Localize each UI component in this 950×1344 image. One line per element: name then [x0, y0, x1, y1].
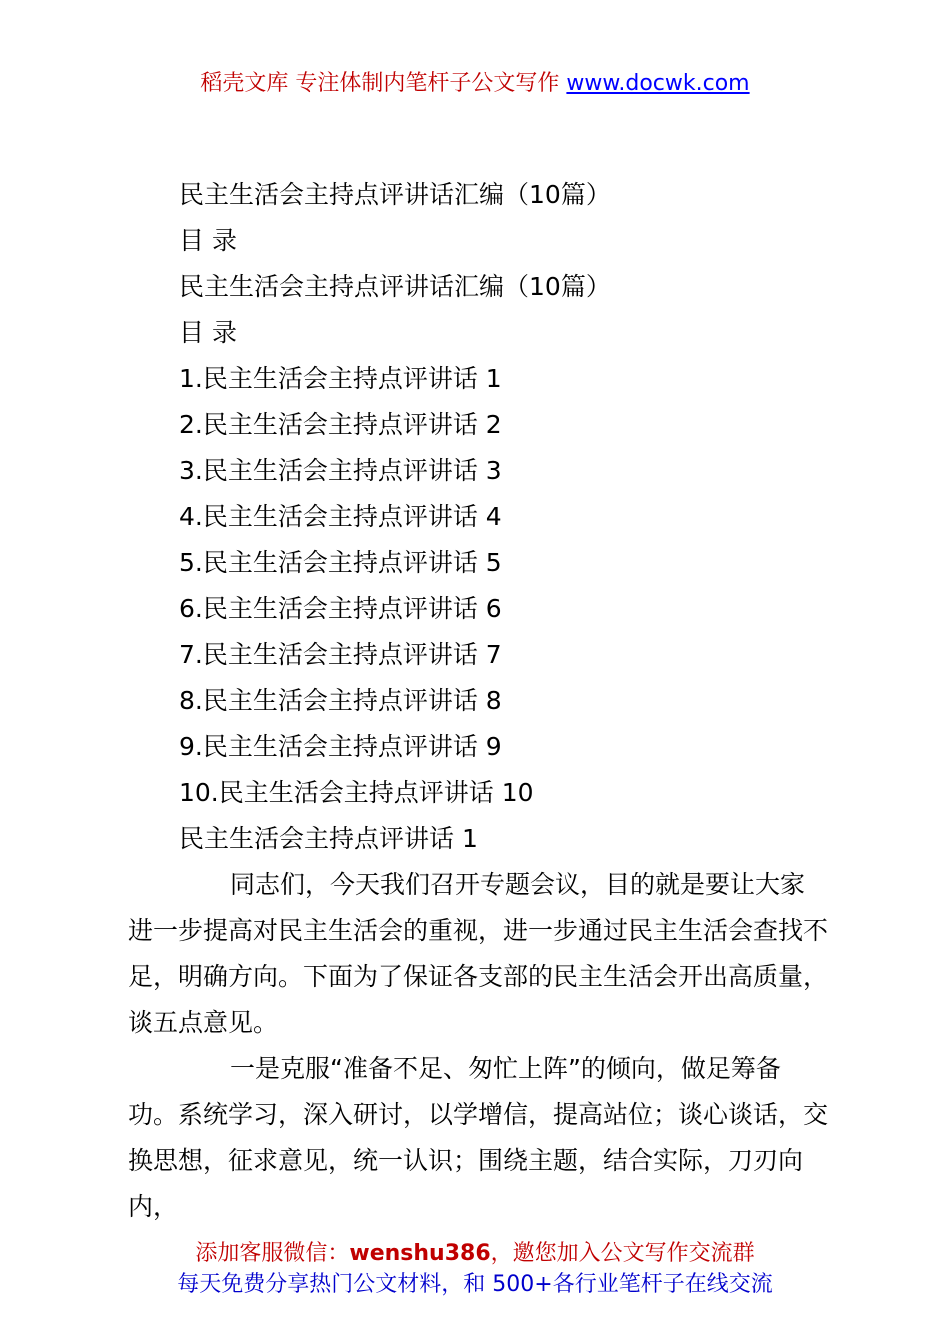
- page-header: [0, 68, 950, 100]
- toc-item[interactable]: 10.民主生活会主持点评讲话 10: [179, 778, 534, 807]
- section-heading: 民主生活会主持点评讲话 1: [179, 824, 478, 853]
- brand-text: 稻壳文库 专注体制内笔杆子公文写作: [200, 71, 567, 96]
- document-title-repeat: 民主生活会主持点评讲话汇编（10篇）: [179, 272, 611, 301]
- table-of-contents: [128, 356, 828, 816]
- footer-promo-line: 每天免费分享热门公文材料，和 500+各行业笔杆子在线交流: [177, 1272, 773, 1297]
- toc-item[interactable]: 8.民主生活会主持点评讲话 8: [179, 686, 502, 715]
- page-footer: [0, 1238, 950, 1300]
- footer-contact-line: [0, 1238, 950, 1269]
- document-body: [128, 172, 828, 1230]
- toc-item[interactable]: 3.民主生活会主持点评讲话 3: [179, 456, 502, 485]
- toc-item[interactable]: 9.民主生活会主持点评讲话 9: [179, 732, 502, 761]
- toc-item[interactable]: 6.民主生活会主持点评讲话 6: [179, 594, 502, 623]
- toc-heading-repeat: 目 录: [179, 318, 237, 347]
- toc-heading: 目 录: [179, 226, 237, 255]
- footer-contact-suffix: ，邀您加入公文写作交流群: [490, 1241, 755, 1266]
- site-link[interactable]: www.docwk.com: [566, 71, 750, 96]
- wechat-id: wenshu386: [349, 1241, 491, 1266]
- document-title: 民主生活会主持点评讲话汇编（10篇）: [179, 180, 611, 209]
- toc-item[interactable]: 7.民主生活会主持点评讲话 7: [179, 640, 502, 669]
- body-paragraph: 一是克服“准备不足、匆忙上阵”的倾向，做足筹备功。系统学习，深入研讨，以学增信，提高站位；谈心谈话，交换思想，征求意见，统一认识；围绕主题，结合实际，刀刃向内，: [128, 1054, 829, 1221]
- toc-item[interactable]: 2.民主生活会主持点评讲话 2: [179, 410, 502, 439]
- footer-contact-prefix: 添加客服微信：: [195, 1241, 350, 1266]
- body-paragraph: 同志们，今天我们召开专题会议，目的就是要让大家进一步提高对民主生活会的重视，进一步通过民主生活会查找不足，明确方向。下面为了保证各支部的民主生活会开出高质量，谈五点意见。: [128, 870, 829, 1037]
- toc-item[interactable]: 4.民主生活会主持点评讲话 4: [179, 502, 502, 531]
- toc-item[interactable]: 1.民主生活会主持点评讲话 1: [179, 364, 502, 393]
- toc-item[interactable]: 5.民主生活会主持点评讲话 5: [179, 548, 502, 577]
